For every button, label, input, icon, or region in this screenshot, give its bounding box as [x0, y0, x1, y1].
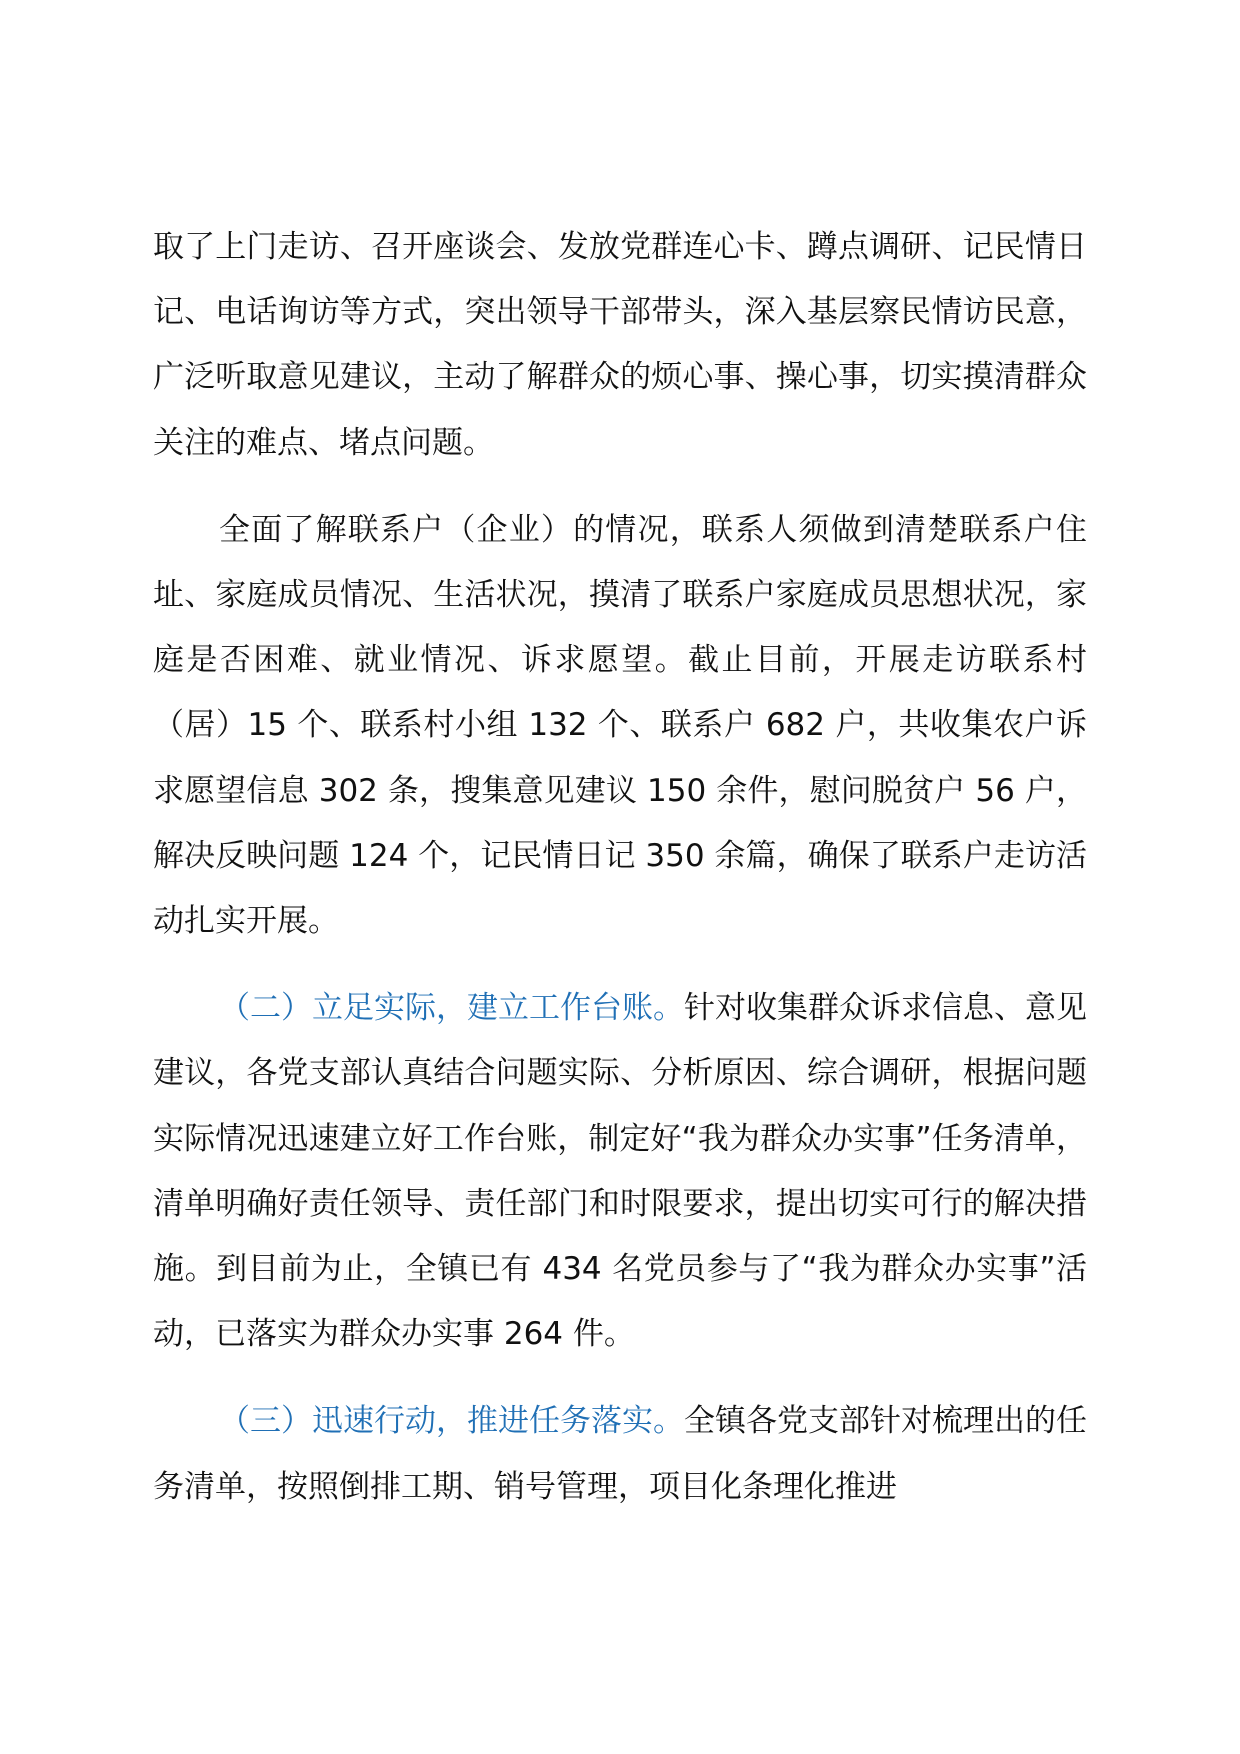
document-body	[153, 215, 1087, 1542]
section-3-paragraph	[153, 1389, 1087, 1519]
section-3-body: 全镇各党支部针对梳理出的任务清单，按照倒排工期、销号管理，项目化条理化推进	[153, 1403, 1087, 1505]
section-3-heading: （三）迅速行动，推进任务落实。	[219, 1403, 684, 1440]
section-2-body: 针对收集群众诉求信息、意见建议，各党支部认真结合问题实际、分析原因、综合调研，根据问题实际情况迅速建立好工作台账，制定好“我为群众办实事”任务清单，清单明确好责任领导、责任部门和时限要求，提出切实可行的解决措施。到目前为止，全镇已有 434 名党员参与了“我为群众办实事”活动，已落实为群众办实事 264 件。	[153, 990, 1087, 1353]
paragraph-2: 全面了解联系户（企业）的情况，联系人须做到清楚联系户住址、家庭成员情况、生活状况，摸清了联系户家庭成员思想状况，家庭是否困难、就业情况、诉求愿望。截止目前，开展走访联系村（居）15 个、联系村小组 132 个、联系户 682 户，共收集农户诉求愿望信息 302 条，搜集意见建议 150 余件，慰问脱贫户 56 户，解决反映问题 124 个，记民情日记 350 余篇，确保了联系户走访活动扎实开展。	[153, 511, 1087, 940]
section-2-paragraph	[153, 976, 1087, 1367]
paragraph-1: 取了上门走访、召开座谈会、发放党群连心卡、蹲点调研、记民情日记、电话询访等方式，突出领导干部带头，深入基层察民情访民意，广泛听取意见建议，主动了解群众的烦心事、操心事，切实摸清群众关注的难点、堵点问题。	[153, 229, 1087, 461]
section-2-heading: （二）立足实际，建立工作台账。	[219, 990, 684, 1027]
